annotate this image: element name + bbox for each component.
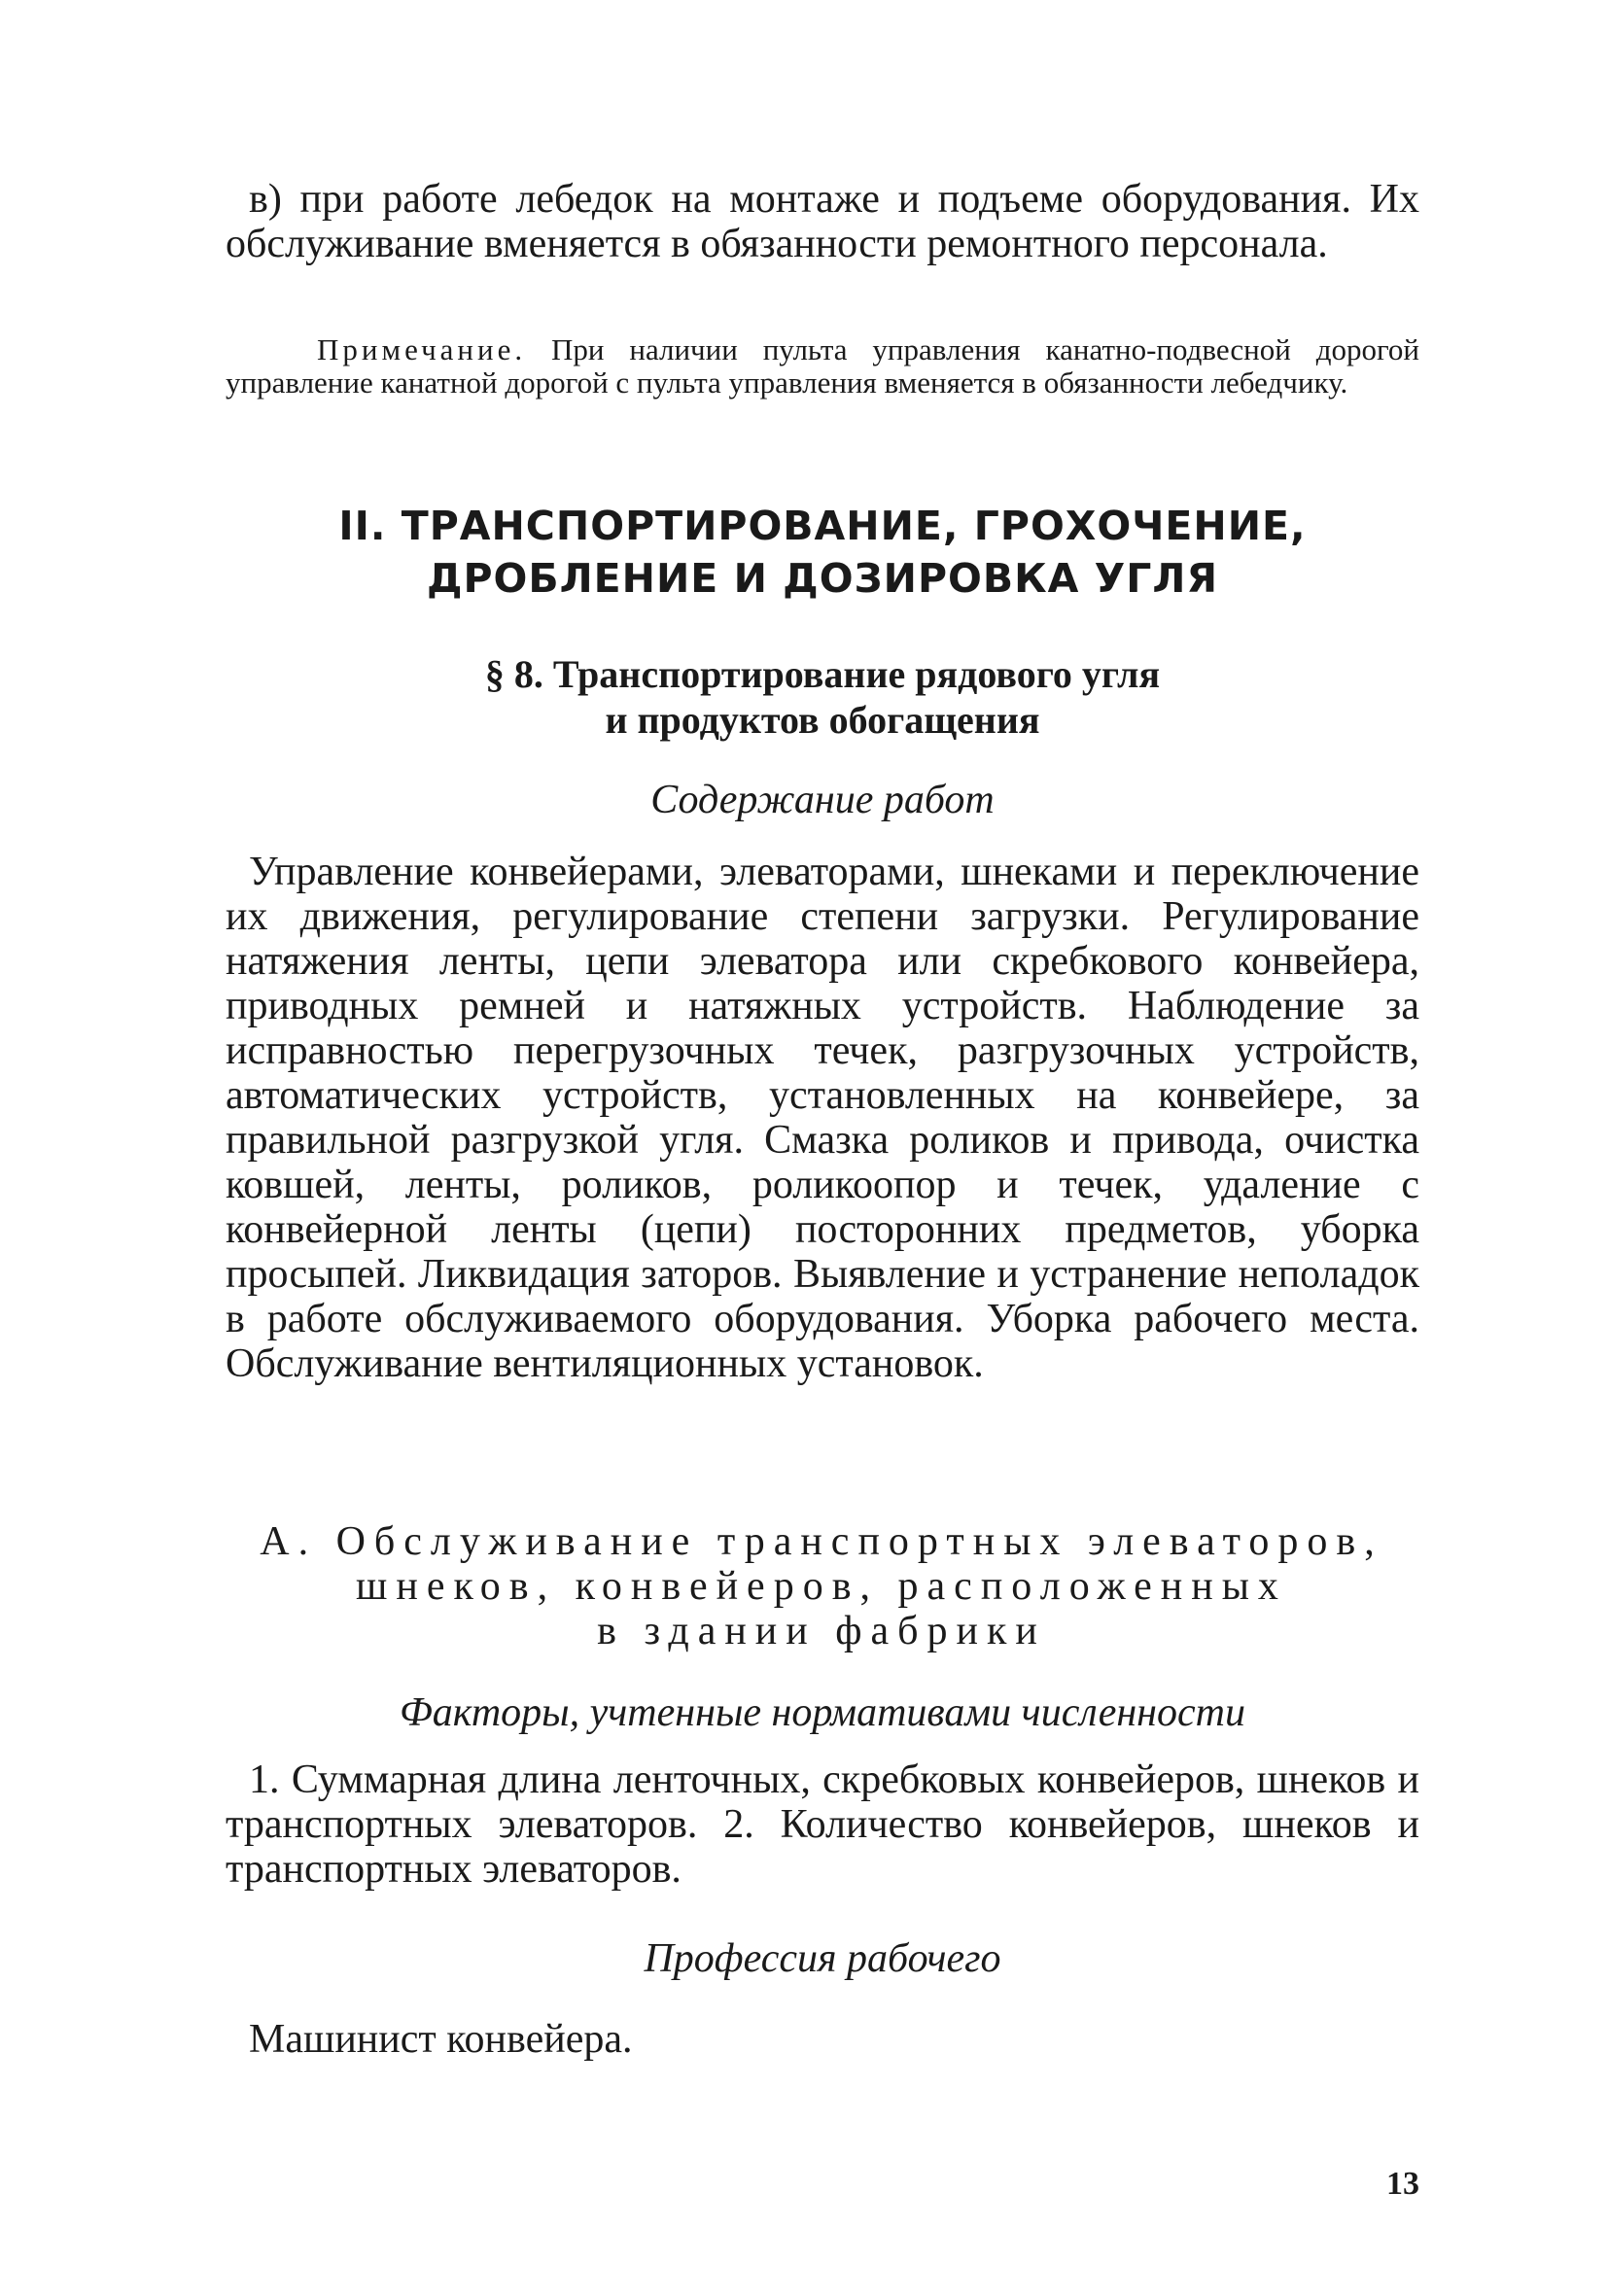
factors-subheading: Факторы, учтенные нормативами численности [399, 1690, 1245, 1735]
factors-paragraph: 1. Суммарная длина ленточных, скребковых конвейеров, шнеков и транспортных элеваторов. 2. Количество конвейеров, шнеков и транспортных элеваторов. [226, 1757, 1419, 1892]
profession-text: Машинист конвейера. [249, 2017, 633, 2062]
section-heading [226, 651, 1419, 743]
note-paragraph [226, 333, 1419, 400]
page-number: 13 [1386, 2166, 1419, 2202]
chapter-heading [226, 500, 1419, 605]
work-content-paragraph: Управление конвейерами, элеваторами, шнеками и переключение их движения, регулирование степени загрузки. Регулирование натяжения ленты, цепи элеватора или скребкового конвейера, приводных ремней и натяжных устройств. Наблюдение за исправностью перегрузочных течек, разгрузочных устройств, автоматических устройств, установленных на конвейере, за правильной разгрузкой угля. Смазка роликов и привода, очистка ковшей, ленты, роликов, роликоопор и течек, удаление с конвейерной ленты (цепи) посторонних предметов, уборка просыпей. Ликвидация заторов. Выявление и устранение неполадок в работе обслуживаемого оборудования. Уборка рабочего места. Обслуживание вентиляционных установок. [226, 850, 1419, 1386]
subsection-a-heading [194, 1519, 1449, 1653]
note-text: При наличии пульта управления канатно-подвесной дорогой управление канатной дорогой с пульта управления вменяется в обязанности лебедчику. [226, 332, 1420, 400]
chapter-heading-line-2: ДРОБЛЕНИЕ И ДОЗИРОВКА УГЛЯ [426, 555, 1219, 602]
work-content-subheading: Содержание работ [650, 778, 995, 822]
subsection-a-line-1: А. Обслуживание транспортных элеваторов, [260, 1519, 1383, 1564]
section-heading-line-1: § 8. Транспортирование рядового угля [484, 652, 1161, 696]
subsection-a-line-3: в здании фабрики [597, 1609, 1046, 1653]
section-heading-line-2: и продуктов обогащения [605, 698, 1040, 742]
note-label: Примечание. [317, 332, 527, 366]
profession-subheading: Профессия рабочего [644, 1936, 1001, 1981]
subsection-a-line-2: шнеков, конвейеров, расположенных [356, 1564, 1287, 1609]
chapter-heading-line-1: II. ТРАНСПОРТИРОВАНИЕ, ГРОХОЧЕНИЕ, [338, 503, 1307, 549]
intro-paragraph: в) при работе лебедок на монтаже и подъеме оборудования. Их обслуживание вменяется в обязанности ремонтного персонала. [226, 177, 1419, 266]
